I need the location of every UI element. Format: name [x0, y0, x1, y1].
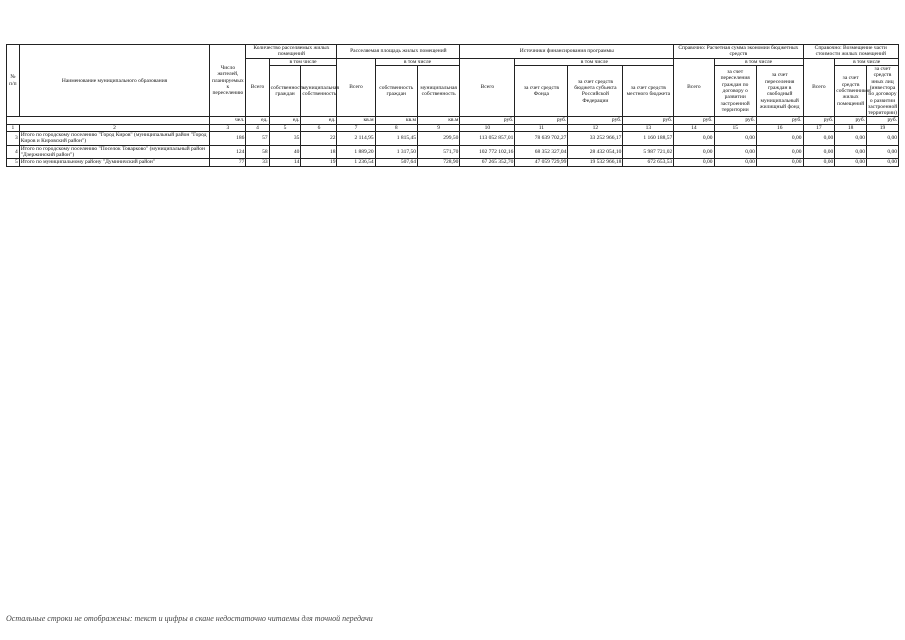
sub-header-total: Всего	[674, 58, 714, 117]
row-number: 5	[7, 159, 20, 166]
group-header-area: Расселяемая площадь жилых помещений	[337, 45, 460, 59]
unit-cell: руб.	[835, 117, 867, 124]
units-blank	[7, 117, 210, 124]
table-cell: 14	[269, 159, 301, 166]
column-number-cell: 9	[417, 124, 459, 131]
table-row	[7, 145, 899, 159]
unit-cell: кв.м	[375, 117, 417, 124]
column-number-cell: 17	[803, 124, 835, 131]
unit-cell: кв.м	[337, 117, 375, 124]
unit-cell: ед.	[246, 117, 269, 124]
table-cell: 67 265 352,70	[460, 159, 515, 166]
column-number-cell: 13	[623, 124, 674, 131]
table-cell: 19	[301, 159, 337, 166]
table-cell: 1 317,50	[375, 145, 417, 159]
table-cell: 0,00	[867, 159, 899, 166]
col-header-municipal: муниципальная собственность	[301, 65, 337, 117]
row-number: 3	[7, 132, 20, 146]
table-cell: 28 432 054,10	[568, 145, 623, 159]
table-cell: 0,00	[803, 159, 835, 166]
units-section	[7, 117, 899, 132]
table-cell: 33	[246, 159, 269, 166]
table-cell: 0,00	[714, 132, 756, 146]
sub-header-incl: в том числе	[375, 58, 460, 65]
column-number-cell: 18	[835, 124, 867, 131]
table-cell: 124	[210, 145, 246, 159]
unit-cell: руб.	[515, 117, 568, 124]
sub-header-total: Всего	[460, 58, 515, 117]
column-number-cell: 11	[515, 124, 568, 131]
table-cell: 47 059 729,99	[515, 159, 568, 166]
table-cell: 507,64	[375, 159, 417, 166]
column-number-cell: 12	[568, 124, 623, 131]
table-cell: 58	[246, 145, 269, 159]
unit-cell: кв.м	[417, 117, 459, 124]
table-cell: 1 889,20	[337, 145, 375, 159]
register-table	[6, 44, 899, 167]
table-cell: 0,00	[835, 132, 867, 146]
column-number-cell: 7	[337, 124, 375, 131]
col-header-no: № п/п	[7, 45, 20, 117]
table-cell: 1 815,45	[375, 132, 417, 146]
table-cell: 35	[269, 132, 301, 146]
table-cell: 5 987 721,02	[623, 145, 674, 159]
table-cell: 0,00	[835, 159, 867, 166]
unit-cell: руб.	[674, 117, 714, 124]
group-header-funding: Источники финансирования программы	[460, 45, 674, 59]
unit-cell: руб.	[460, 117, 515, 124]
sub-header-incl: в том числе	[714, 58, 803, 65]
col-header-name: Наименование муниципального образования	[19, 45, 210, 117]
group-header-ref2: Справочно: Возмещение части стоимости жилых помещений	[803, 45, 899, 59]
table-cell: 0,00	[756, 159, 803, 166]
table-cell: 0,00	[867, 145, 899, 159]
header-row-1	[7, 45, 899, 59]
group-header-count: Количество расселяемых жилых помещений	[246, 45, 337, 59]
col-header-region: за счет средств бюджета субъекта Российской Федерации	[568, 65, 623, 117]
col-header-ref2-a: за счет средств собственников жилых помещений	[835, 65, 867, 117]
col-header-private: собственность граждан	[375, 65, 417, 117]
omitted-note: Остальные строки не отображены: текст и цифры в скане недостаточно читаемы для точной передачи	[6, 614, 373, 623]
table-cell: 102 772 102,16	[460, 145, 515, 159]
table-cell: 728,90	[417, 159, 459, 166]
group-header-ref1: Справочно: Расчетная сумма экономии бюджетных средств	[674, 45, 803, 59]
table-cell: 0,00	[803, 145, 835, 159]
table-cell: 1 160 188,57	[623, 132, 674, 146]
column-number-cell: 4	[246, 124, 269, 131]
table-cell: 0,00	[674, 132, 714, 146]
column-number-cell: 8	[375, 124, 417, 131]
col-header-fund: за счет средств Фонда	[515, 65, 568, 117]
unit-cell: руб.	[867, 117, 899, 124]
table-cell: 0,00	[835, 145, 867, 159]
unit-cell: ед.	[269, 117, 301, 124]
table-cell: 68 352 327,04	[515, 145, 568, 159]
table-row	[7, 159, 899, 166]
table-cell: 1 236,54	[337, 159, 375, 166]
sub-header-incl: в том числе	[835, 58, 899, 65]
table-cell: 186	[210, 132, 246, 146]
units-row	[7, 117, 899, 124]
unit-cell: руб.	[623, 117, 674, 124]
sub-header-total: Всего	[337, 58, 375, 117]
column-number-cell: 1	[7, 124, 20, 131]
table-cell: 0,00	[867, 132, 899, 146]
sub-header-incl: в том числе	[269, 58, 337, 65]
table-cell: 0,00	[803, 132, 835, 146]
column-number-cell: 19	[867, 124, 899, 131]
col-header-municipal: муниципальная собственность	[417, 65, 459, 117]
table-cell: 0,00	[674, 145, 714, 159]
table-cell: 299,50	[417, 132, 459, 146]
table-cell: 2 114,95	[337, 132, 375, 146]
column-number-cell: 2	[19, 124, 210, 131]
table-cell: 57	[246, 132, 269, 146]
col-header-ref1-a: за счет переселения граждан по договору о развитии застроенной территории	[714, 65, 756, 117]
table-cell: 18	[301, 145, 337, 159]
table-cell: 78 639 702,27	[515, 132, 568, 146]
table-cell: 33 252 966,17	[568, 132, 623, 146]
unit-cell: ед.	[301, 117, 337, 124]
col-header-ref1-b: за счет переселения граждан в свободный муниципальный жилищный фонд	[756, 65, 803, 117]
unit-cell: руб.	[568, 117, 623, 124]
table-cell: 113 052 857,01	[460, 132, 515, 146]
table-cell: 77	[210, 159, 246, 166]
column-number-cell: 14	[674, 124, 714, 131]
sub-header-total: Всего	[246, 58, 269, 117]
table-cell: 672 653,53	[623, 159, 674, 166]
col-header-private: собственность граждан	[269, 65, 301, 117]
municipality-name: Итого по городскому поселению "Поселок Товарково" (муниципальный район "Дзержинский район")	[19, 145, 210, 159]
column-number-cell: 3	[210, 124, 246, 131]
unit-cell: чел.	[210, 117, 246, 124]
table-cell: 40	[269, 145, 301, 159]
column-number-cell: 16	[756, 124, 803, 131]
column-number-cell: 5	[269, 124, 301, 131]
column-number-cell: 15	[714, 124, 756, 131]
col-header-local: за счет средств местного бюджета	[623, 65, 674, 117]
col-header-ref2-b: за счет средств иных лиц (инвестора по договору о развитии застроенной территории)	[868, 65, 898, 117]
municipality-name: Итого по муниципальному району "Думиничский район"	[19, 159, 210, 166]
unit-cell: руб.	[714, 117, 756, 124]
table-cell: 19 532 966,18	[568, 159, 623, 166]
row-number: 4	[7, 145, 20, 159]
table-cell: 0,00	[714, 145, 756, 159]
table-cell: 22	[301, 132, 337, 146]
table-row	[7, 132, 899, 146]
column-number-cell: 6	[301, 124, 337, 131]
data-section	[7, 132, 899, 167]
table-cell: 0,00	[674, 159, 714, 166]
col-header-residents: Число жителей, планируемых к переселению	[210, 45, 246, 117]
column-number-cell: 10	[460, 124, 515, 131]
sub-header-incl: в том числе	[515, 58, 674, 65]
table-cell: 0,00	[756, 145, 803, 159]
column-number-row	[7, 124, 899, 131]
sub-header-total: Всего	[803, 58, 835, 117]
municipality-name: Итого по городскому поселению "Город Киров" (муниципальный район "Город Киров и Кировский район")	[19, 132, 210, 146]
table-cell: 0,00	[756, 132, 803, 146]
unit-cell: руб.	[756, 117, 803, 124]
table-cell: 0,00	[714, 159, 756, 166]
table-cell: 571,70	[417, 145, 459, 159]
unit-cell: руб.	[803, 117, 835, 124]
